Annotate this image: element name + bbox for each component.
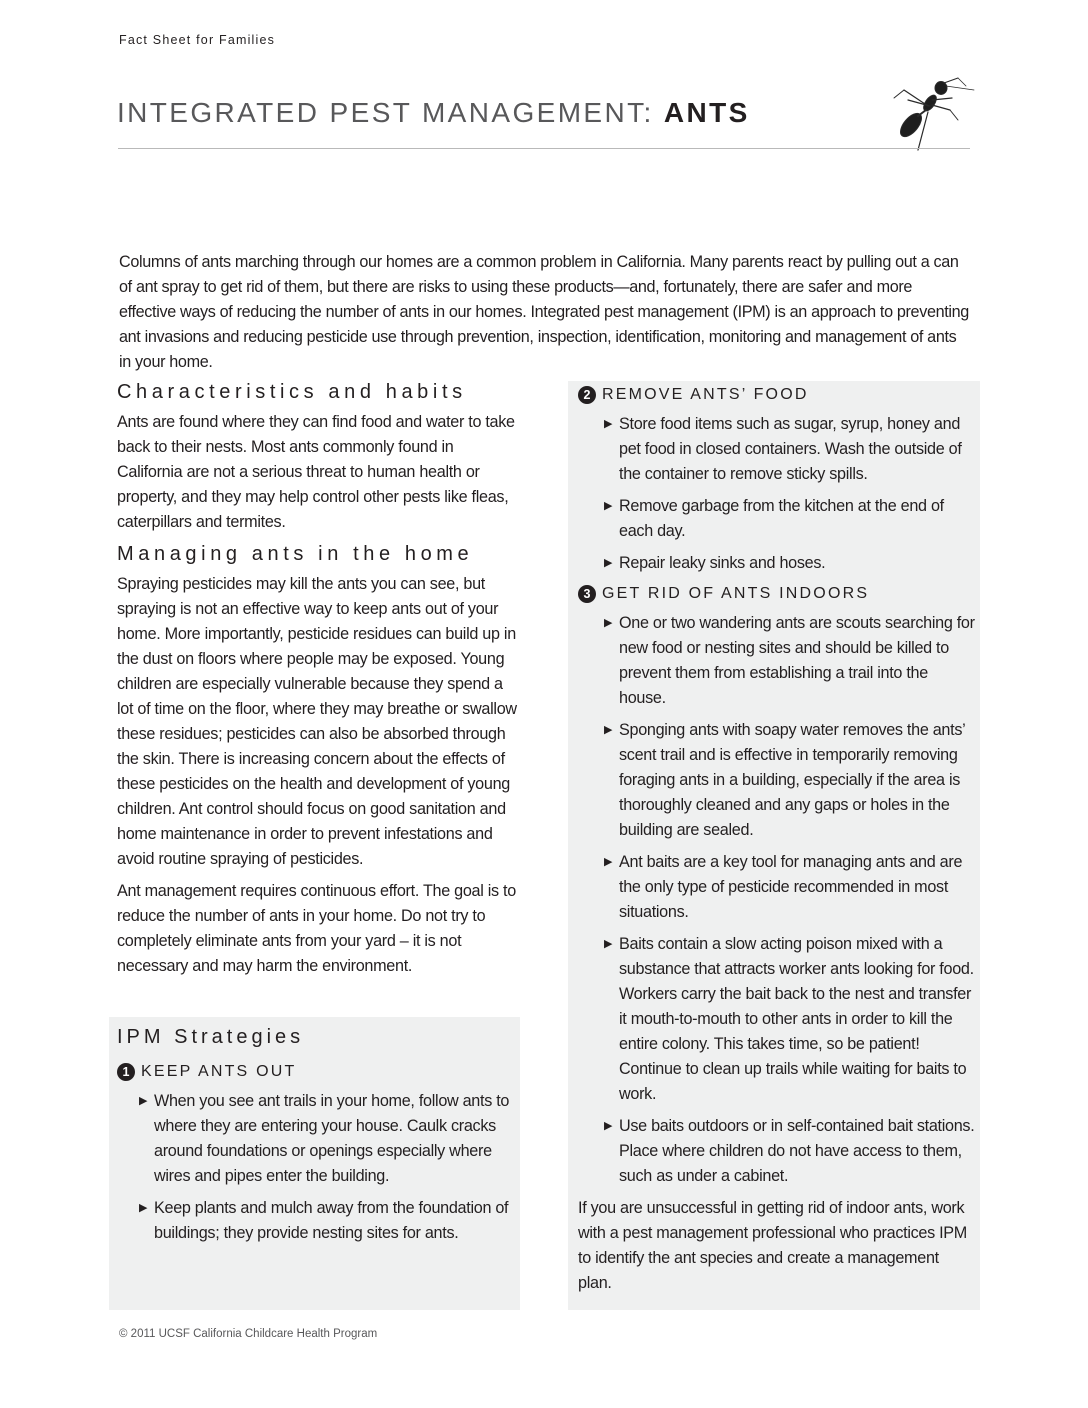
characteristics-body: Ants are found where they can find food and water to take back to their nests. Most ants commonly found in California are not a serious threat to human health or property, and they may help control other pests like fleas, caterpillars and termites. — [117, 413, 515, 531]
list-item-text: Repair leaky sinks and hoses. — [619, 554, 826, 572]
list-item — [602, 1114, 976, 1189]
list-item-text: Ant baits are a key tool for managing ants and are the only type of pesticide recommended in most situations. — [619, 853, 963, 921]
triangle-bullet-icon: ▶ — [604, 1120, 613, 1132]
intro-paragraph: Columns of ants marching through our homes are a common problem in California. Many parents react by pulling out a can of ant spray to get rid of them, but there are risks to using these products—and, fortunately, there are safer and more effective ways of reducing the number of ants in our homes. Integrated pest management (IPM) is an approach to preventing ant invasions and reducing pesticide use through prevention, inspection, identification, monitoring and management of ants in your home. — [119, 253, 969, 372]
number-2-icon: 2 — [578, 386, 596, 404]
characteristics-heading: Characteristics and habits — [117, 381, 467, 403]
list-item-text: Store food items such as sugar, syrup, honey and pet food in closed containers. Wash the outside of the container to remove sticky spills. — [619, 415, 962, 483]
strategies-box-right — [568, 381, 980, 1310]
list-item-text: Sponging ants with soapy water removes the ants’ scent trail and is effective in temporarily removing foraging ants in a building, especially if the area is thoroughly cleaned and any gaps or holes in the building are sealed. — [619, 721, 965, 839]
step-heading — [578, 384, 976, 406]
number-1-icon: 1 — [117, 1063, 135, 1081]
bullet-list — [117, 1089, 512, 1246]
step-title: REMOVE ANTS’ FOOD — [602, 386, 809, 403]
strategies-box-left — [109, 1017, 520, 1310]
footer-copyright: © 2011 UCSF California Childcare Health Program — [119, 1328, 378, 1340]
list-item-text: Baits contain a slow acting poison mixed with a substance that attracts worker ants looking for food. Workers carry the bait back to the nest and transfer it mouth-to-mouth to other ants in order to kill the entire colony. This takes time, so be patient! Continue to clean up trails while waiting for baits to work. — [619, 935, 974, 1103]
step-heading — [578, 583, 976, 605]
triangle-bullet-icon: ▶ — [604, 938, 613, 950]
ant-icon — [888, 70, 978, 152]
triangle-bullet-icon: ▶ — [139, 1202, 148, 1214]
triangle-bullet-icon: ▶ — [139, 1095, 148, 1107]
list-item — [602, 551, 976, 576]
list-item-text: One or two wandering ants are scouts searching for new food or nesting sites and should be killed to prevent them from establishing a trail into the house. — [619, 614, 975, 707]
managing-heading: Managing ants in the home — [117, 543, 474, 565]
closing-paragraph: If you are unsuccessful in getting rid of indoor ants, work with a pest management professional who practices IPM to identify the ant species and create a management plan. — [578, 1199, 967, 1292]
list-item — [602, 412, 976, 487]
list-item-text: Use baits outdoors or in self-contained bait stations. Place where children do not have access to them, such as under a cabinet. — [619, 1117, 975, 1185]
list-item — [137, 1196, 512, 1246]
bullet-list — [578, 611, 976, 1189]
managing-paragraph: Spraying pesticides may kill the ants you can see, but spraying is not an effective way to keep ants out of your home. More importantly, pesticide residues can build up in the dust on floors where people may be exposed. Young children are especially vulnerable because they spend a lot of time on the floor, where they may breathe or swallow these residues; pesticides can also be absorbed through the skin. There is increasing concern about the effects of these pesticides on the health and development of young children. Ant control should focus on good sanitation and home maintenance in order to prevent infestations and avoid routine spraying of pesticides. — [117, 575, 517, 868]
triangle-bullet-icon: ▶ — [604, 557, 613, 569]
triangle-bullet-icon: ▶ — [604, 724, 613, 736]
list-item-text: Remove garbage from the kitchen at the end of each day. — [619, 497, 944, 540]
bullet-list — [578, 412, 976, 576]
managing-paragraph: Ant management requires continuous effort. The goal is to reduce the number of ants in your home. Do not try to completely eliminate ants from your yard – it is not necessary and may harm the environment. — [117, 882, 516, 975]
step-title: KEEP ANTS OUT — [141, 1063, 297, 1080]
list-item — [602, 494, 976, 544]
strategies-heading: IPM Strategies — [117, 1026, 305, 1048]
number-3-icon: 3 — [578, 585, 596, 603]
list-item-text: When you see ant trails in your home, follow ants to where they are entering your house. Caulk cracks around foundations or openings especially where wires and pipes enter the building. — [154, 1092, 510, 1185]
list-item — [602, 611, 976, 711]
header-divider — [118, 148, 970, 149]
triangle-bullet-icon: ▶ — [604, 500, 613, 512]
triangle-bullet-icon: ▶ — [604, 617, 613, 629]
step-heading — [117, 1061, 512, 1083]
list-item — [137, 1089, 512, 1189]
list-item — [602, 850, 976, 925]
eyebrow-label: Fact Sheet for Families — [119, 33, 276, 47]
title-bold: ANTS — [663, 97, 750, 128]
list-item — [602, 932, 976, 1107]
title-light: INTEGRATED PEST MANAGEMENT: — [117, 97, 664, 128]
list-item-text: Keep plants and mulch away from the foundation of buildings; they provide nesting sites for ants. — [154, 1199, 509, 1242]
list-item — [602, 718, 976, 843]
left-column — [117, 378, 517, 979]
step-title: GET RID OF ANTS INDOORS — [602, 585, 870, 602]
page-title — [117, 97, 750, 129]
triangle-bullet-icon: ▶ — [604, 856, 613, 868]
triangle-bullet-icon: ▶ — [604, 418, 613, 430]
